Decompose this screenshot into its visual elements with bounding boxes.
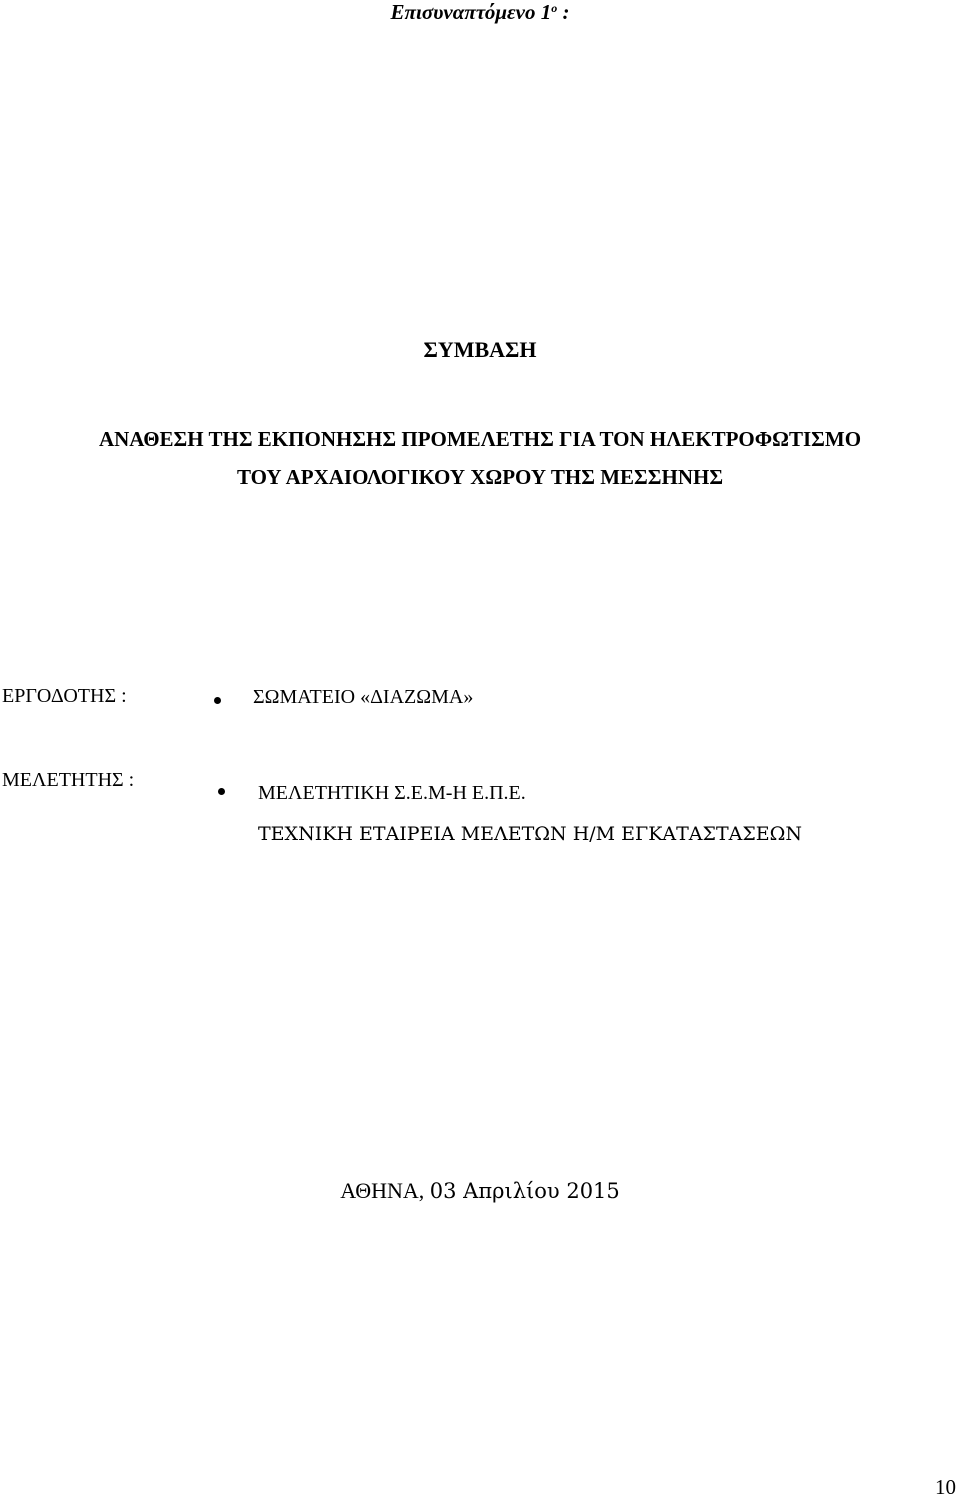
designer-label: ΜΕΛΕΤΗΤΗΣ : [2,769,135,791]
employer-value: ΣΩΜΑΤΕΙΟ «ΔΙΑΖΩΜΑ» [253,686,474,708]
date-prefix: ΑΘΗΝΑ, [340,1178,430,1203]
attachment-suffix: : [557,0,570,24]
attachment-text: Επισυναπτόμενο 1 [390,0,552,24]
employer-bullet-icon [214,697,221,704]
page-number: 10 [935,1475,956,1499]
designer-bullet-icon [218,788,225,795]
employer-label: ΕΡΓΟΔΟΤΗΣ : [2,685,127,707]
subject-line-2: ΤΟΥ ΑΡΧΑΙΟΛΟΓΙΚΟΥ ΧΩΡΟΥ ΤΗΣ ΜΕΣΣΗΝΗΣ [236,465,724,489]
document-date [0,1178,960,1204]
attachment-heading [0,0,960,24]
attachment-superscript: ο [551,1,558,15]
designer-value-line-1: ΜΕΛΕΤΗΤΙΚΗ Σ.Ε.Μ-Η Ε.Π.Ε. [258,782,526,804]
subject-line-1: ΑΝΑΘΕΣΗ ΤΗΣ ΕΚΠΟΝΗΣΗΣ ΠΡΟΜΕΛΕΤΗΣ ΓΙΑ ΤΟΝ ΗΛΕΚΤΡΟΦΩΤΙΣΜΟ [98,427,862,451]
designer-value-line-2: ΤΕΧΝΙΚΗ ΕΤΑΙΡΕΙΑ ΜΕΛΕΤΩΝ Η/Μ ΕΓΚΑΤΑΣΤΑΣΕΩΝ [258,823,803,845]
date-rest: 03 Απριλίου 2015 [429,1179,620,1203]
document-title: ΣΥΜΒΑΣΗ [423,337,537,362]
